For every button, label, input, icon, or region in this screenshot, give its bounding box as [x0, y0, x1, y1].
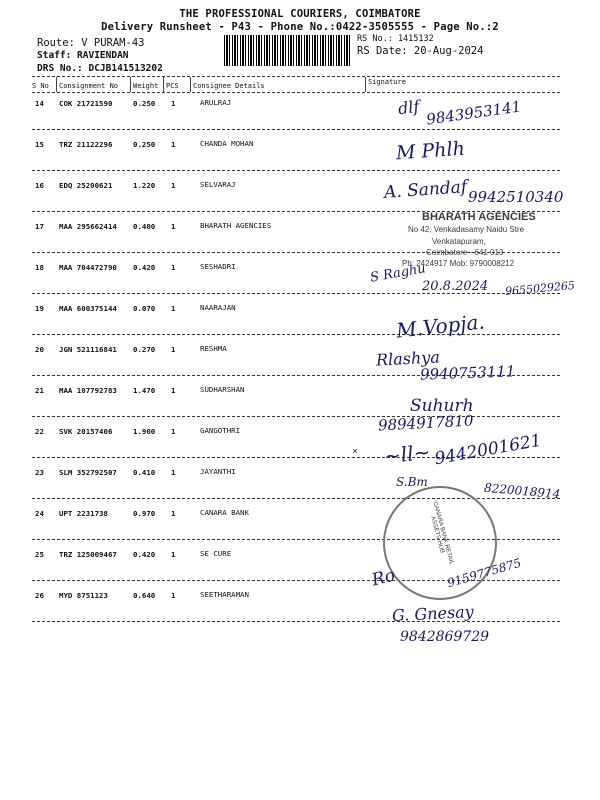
signature-14: dlf: [396, 96, 421, 119]
bank-stamp-text: CANARA BANK RETAIL ASSETS HUB: [429, 501, 455, 566]
row-weight: 0.420: [133, 550, 156, 559]
row-sno: 26: [35, 591, 44, 600]
row-consignment-no: MAA 295662414: [59, 222, 117, 231]
signature-15: M Phlh: [395, 137, 466, 165]
drs-number: DRS No.: DCJB141513202: [37, 63, 163, 74]
row-consignee: SEETHARAMAN: [200, 590, 249, 599]
signature-22: ~ll~: [382, 439, 432, 469]
row-consignee: CHANDA MOHAN: [200, 139, 254, 148]
col-pcs: PCS: [166, 82, 179, 90]
row-weight: 0.410: [133, 468, 156, 477]
row-consignee: SE CURE: [200, 549, 232, 558]
row-consignment-no: TRZ 21122296: [59, 140, 113, 149]
barcode: [224, 35, 351, 66]
row-divider: [32, 334, 560, 335]
stamp-line2: Venkatapuram,: [432, 237, 486, 246]
row-pcs: 1: [171, 591, 176, 600]
row-consignment-no: JGN 521116841: [59, 345, 117, 354]
row-consignment-no: SVK 20157406: [59, 427, 113, 436]
row-consignment-no: MYD 8751123: [59, 591, 108, 600]
row-sno: 17: [35, 222, 44, 231]
row-consignment-no: COK 21721590: [59, 99, 113, 108]
row-pcs: 1: [171, 99, 176, 108]
phone-14: 9843953141: [425, 97, 523, 129]
signature-20: Rlashya: [375, 347, 441, 370]
row-pcs: 1: [171, 386, 176, 395]
row-weight: 1.470: [133, 386, 156, 395]
row-consignee: ARULRAJ: [200, 98, 232, 107]
stamp-line3: Coimbatore - 641 013: [426, 248, 504, 257]
date-18: 20.8.2024: [422, 279, 489, 294]
route-label: Route: V PURAM-43: [37, 37, 145, 49]
row-consignment-no: SLM 352792507: [59, 468, 117, 477]
row-consignee: BHARATH AGENCIES: [200, 221, 272, 230]
row-divider: [32, 129, 560, 130]
rs-number: RS No.: 1415132: [357, 34, 434, 44]
row-weight: 1.900: [133, 427, 156, 436]
col-consignee: Consignee Details: [193, 82, 265, 90]
row-consignment-no: MAA 107792783: [59, 386, 117, 395]
row-pcs: 1: [171, 550, 176, 559]
tick-mark: ×: [352, 446, 359, 457]
row-weight: 1.220: [133, 181, 156, 190]
col-signature: Signature: [368, 78, 406, 86]
signature-23: S.Bm: [396, 475, 428, 489]
row-pcs: 1: [171, 181, 176, 190]
signature-21: Suhurh: [410, 396, 474, 416]
row-weight: 0.400: [133, 222, 156, 231]
row-consignment-no: TRZ 125009467: [59, 550, 117, 559]
row-consignee: RESHMA: [200, 344, 227, 353]
row-divider: [32, 621, 560, 622]
row-sno: 25: [35, 550, 44, 559]
row-consignee: JAYANTHI: [200, 467, 236, 476]
row-weight: 0.070: [133, 304, 156, 313]
stamp-line1: No 42, Venkadasamy Naidu Stre: [408, 225, 525, 234]
phone-25: 9159775875: [445, 555, 523, 591]
row-pcs: 1: [171, 509, 176, 518]
col-sno: S No: [32, 82, 49, 90]
phone-20: 9940753111: [419, 362, 516, 384]
row-sno: 20: [35, 345, 44, 354]
rs-date: RS Date: 20-Aug-2024: [357, 45, 484, 57]
phone-22: 9442001621: [433, 430, 544, 470]
phone-26: 9842869729: [400, 629, 490, 645]
row-sno: 14: [35, 99, 44, 108]
company-title: THE PROFESSIONAL COURIERS, COIMBATORE: [179, 8, 421, 20]
row-weight: 0.420: [133, 263, 156, 272]
stamp-line4: Ph: 2424917 Mob: 9790008212: [402, 259, 515, 268]
row-consignment-no: MAA 600375144: [59, 304, 117, 313]
row-sno: 24: [35, 509, 44, 518]
runsheet-subtitle: Delivery Runsheet - P43 - Phone No.:0422-3505555 - Page No.:2: [101, 21, 499, 33]
row-pcs: 1: [171, 140, 176, 149]
row-weight: 0.250: [133, 140, 156, 149]
row-sno: 21: [35, 386, 44, 395]
signature-18: S Raghu: [369, 261, 427, 286]
staff-label: Staff: RAVIENDAN: [37, 50, 129, 61]
row-sno: 18: [35, 263, 44, 272]
row-pcs: 1: [171, 345, 176, 354]
row-consignment-no: UPT 2231738: [59, 509, 108, 518]
row-consignee: SESHADRI: [200, 262, 236, 271]
row-consignee: CANARA BANK: [200, 508, 249, 517]
row-sno: 23: [35, 468, 44, 477]
signature-26: G. Gnesay: [391, 601, 475, 626]
signature-19: M.Vopja.: [394, 309, 486, 343]
row-consignment-no: MAA 704472790: [59, 263, 117, 272]
row-pcs: 1: [171, 468, 176, 477]
phone-23: 8220018914: [483, 480, 561, 502]
row-pcs: 1: [171, 263, 176, 272]
signature-25: Ro: [369, 565, 398, 591]
row-divider: [32, 498, 560, 499]
row-sno: 16: [35, 181, 44, 190]
row-weight: 0.270: [133, 345, 156, 354]
row-sno: 22: [35, 427, 44, 436]
row-weight: 0.250: [133, 99, 156, 108]
row-divider: [32, 416, 560, 417]
phone-18: 9655029265: [504, 278, 576, 299]
row-consignment-no: EDQ 25200621: [59, 181, 113, 190]
row-consignee: GANGOTHRI: [200, 426, 241, 435]
col-consignment: Consignment No: [59, 82, 119, 90]
row-sno: 15: [35, 140, 44, 149]
row-sno: 19: [35, 304, 44, 313]
stamp-name: BHARATH AGENCIES: [422, 211, 536, 223]
row-pcs: 1: [171, 427, 176, 436]
row-pcs: 1: [171, 222, 176, 231]
row-consignee: SELVARAJ: [200, 180, 236, 189]
row-divider: [32, 170, 560, 171]
row-consignee: SUDHARSHAN: [200, 385, 245, 394]
row-weight: 0.640: [133, 591, 156, 600]
row-pcs: 1: [171, 304, 176, 313]
phone-21: 9894917810: [377, 411, 474, 435]
phone-16: 9942510340: [468, 188, 564, 206]
row-consignee: NAARAJAN: [200, 303, 236, 312]
signature-16: A. Sandaf: [383, 177, 468, 203]
col-weight: Weight: [133, 82, 159, 90]
row-weight: 0.970: [133, 509, 156, 518]
